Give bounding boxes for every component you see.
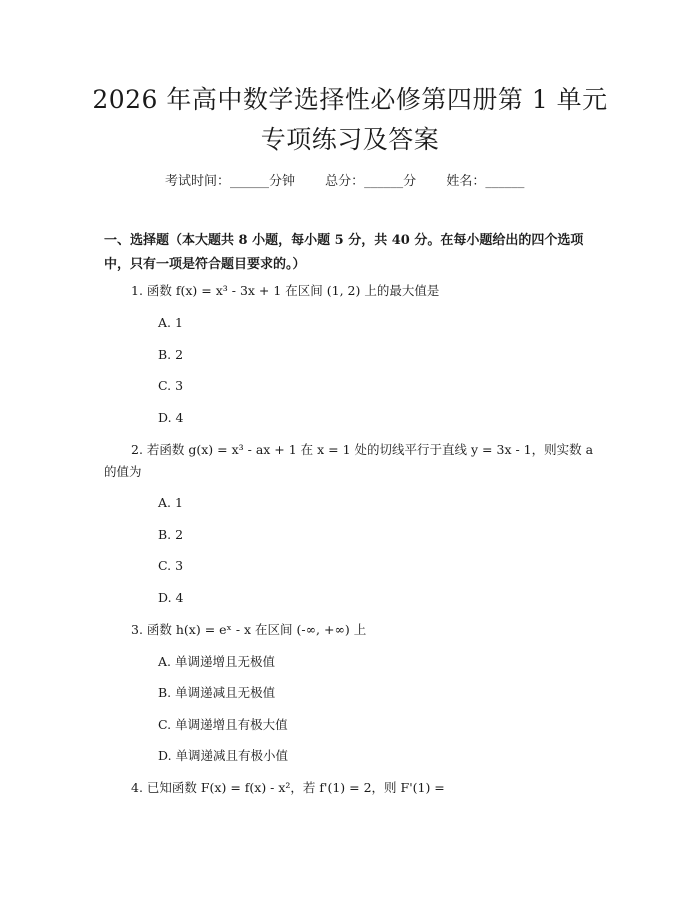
question-2-stem: 2. 若函数 g(x) = x³ - ax + 1 在 x = 1 处的切线平行于直线 y = 3x - 1，则实数 a 的值为 — [104, 442, 594, 479]
question-3-option-b: B. 单调递减且无极值 — [158, 685, 276, 700]
exam-meta — [165, 170, 550, 189]
question-1-stem: 1. 函数 f(x) = x³ - 3x + 1 在区间 (1, 2) 上的最大值是 — [131, 283, 440, 298]
student-name-field: 姓名：______ — [446, 174, 525, 189]
question-3-stem: 3. 函数 h(x) = eˣ - x 在区间 (-∞, +∞) 上 — [131, 622, 367, 637]
total-score-field: 总分：______分 — [325, 174, 417, 189]
question-1-option-a: A. 1 — [158, 315, 183, 330]
exam-time-field: 考试时间：______分钟 — [165, 174, 296, 189]
question-2-option-a: A. 1 — [158, 495, 183, 510]
question-2-option-b: B. 2 — [158, 527, 184, 542]
title-line-1: 2026 年高中数学选择性必修第四册第 1 单元 — [92, 85, 608, 114]
question-2-option-c: C. 3 — [158, 558, 184, 573]
question-1-option-b: B. 2 — [158, 347, 184, 362]
question-3-option-d: D. 单调递减且有极小值 — [158, 748, 289, 763]
title-line-2: 专项练习及答案 — [260, 125, 440, 154]
question-2-option-d: D. 4 — [158, 590, 184, 605]
question-4-stem: 4. 已知函数 F(x) = f(x) - x²，若 f'(1) = 2，则 F'(1) = — [131, 780, 445, 795]
question-3-option-c: C. 单调递增且有极大值 — [158, 717, 288, 732]
question-1-option-c: C. 3 — [158, 378, 184, 393]
section-1-heading: 一、选择题（本大题共 8 小题，每小题 5 分，共 40 分。在每小题给出的四个选项中，只有一项是符合题目要求的。） — [104, 233, 584, 272]
question-1-option-d: D. 4 — [158, 410, 184, 425]
question-3-option-a: A. 单调递增且无极值 — [158, 654, 275, 669]
